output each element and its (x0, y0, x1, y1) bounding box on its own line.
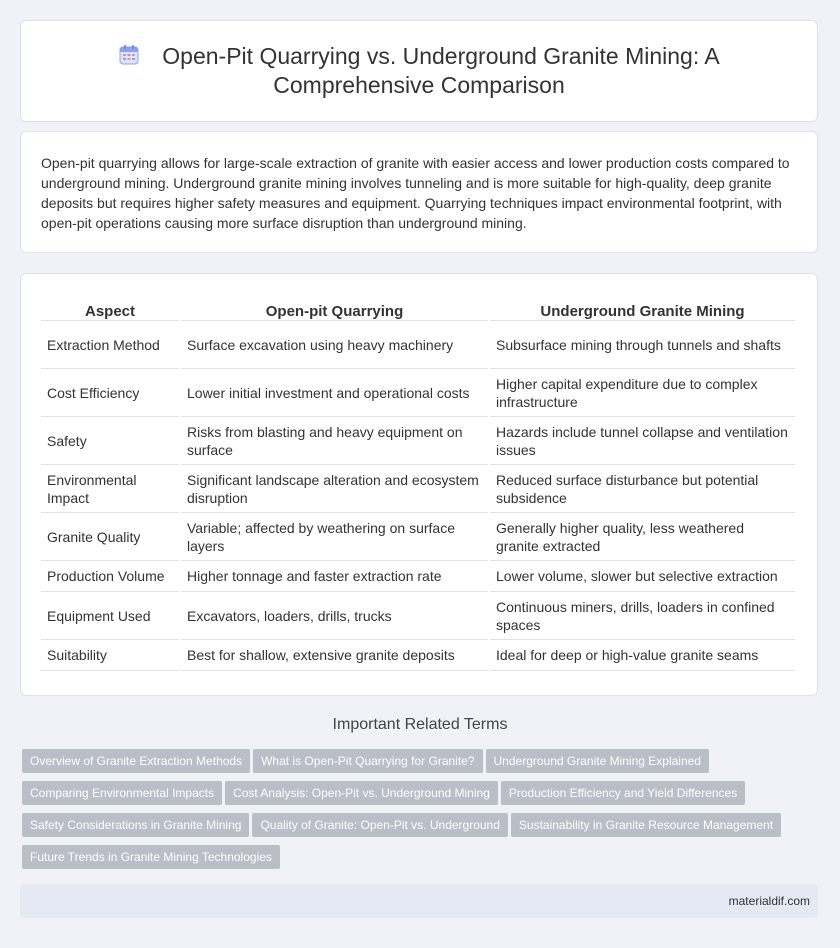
table-row (41, 417, 795, 465)
comparison-table (39, 294, 797, 671)
table-cell-underground: Hazards include tunnel collapse and ventilation issues (490, 417, 795, 465)
table-cell-open-pit: Higher tonnage and faster extraction rate (181, 561, 488, 592)
table-row (41, 321, 795, 369)
table-cell-underground: Continuous miners, drills, loaders in confined spaces (490, 592, 795, 640)
header-aspect: Aspect (41, 294, 179, 321)
table-cell-aspect: Suitability (41, 640, 179, 671)
related-term-tag[interactable]: Production Efficiency and Yield Differences (501, 781, 745, 805)
table-cell-underground: Ideal for deep or high-value granite seams (490, 640, 795, 671)
related-term-tag[interactable]: Quality of Granite: Open-Pit vs. Underground (252, 813, 507, 837)
table-cell-open-pit: Significant landscape alteration and ecosystem disruption (181, 465, 488, 513)
table-row (41, 592, 795, 640)
related-term-tag[interactable]: Safety Considerations in Granite Mining (22, 813, 249, 837)
table-header-row (41, 294, 795, 321)
table-row (41, 640, 795, 671)
table-cell-underground: Higher capital expenditure due to complex infrastructure (490, 369, 795, 417)
related-terms-list (22, 749, 822, 877)
related-term-tag[interactable]: Overview of Granite Extraction Methods (22, 749, 250, 773)
title-card (20, 20, 818, 122)
table-cell-open-pit: Best for shallow, extensive granite deposits (181, 640, 488, 671)
table-row (41, 561, 795, 592)
table-cell-open-pit: Lower initial investment and operational costs (181, 369, 488, 417)
calendar-grid-icon (118, 44, 140, 66)
related-term-tag[interactable]: Sustainability in Granite Resource Management (511, 813, 781, 837)
intro-paragraph: Open-pit quarrying allows for large-scale extraction of granite with easier access and lower production costs compared to underground mining. Underground granite mining involves tunneling and is more suitable for high-quality, deep granite deposits but requires higher safety measures and equipment. Quarrying techniques impact environmental footprint, with open-pit operations causing more surface disruption than underground mining. (41, 155, 790, 231)
table-cell-aspect: Granite Quality (41, 513, 179, 561)
table-cell-underground: Subsurface mining through tunnels and shafts (490, 321, 795, 369)
comparison-table-card (20, 273, 818, 696)
page-title-text: Open-Pit Quarrying vs. Underground Granite Mining: A Comprehensive Comparison (162, 43, 720, 98)
header-underground: Underground Granite Mining (490, 294, 795, 321)
footer-site-link[interactable]: materialdif.com (728, 894, 810, 908)
table-cell-open-pit: Variable; affected by weathering on surface layers (181, 513, 488, 561)
table-cell-underground: Generally higher quality, less weathered granite extracted (490, 513, 795, 561)
table-cell-open-pit: Excavators, loaders, drills, trucks (181, 592, 488, 640)
table-cell-aspect: Cost Efficiency (41, 369, 179, 417)
table-cell-open-pit: Surface excavation using heavy machinery (181, 321, 488, 369)
table-cell-underground: Lower volume, slower but selective extraction (490, 561, 795, 592)
table-cell-aspect: Production Volume (41, 561, 179, 592)
table-cell-underground: Reduced surface disturbance but potential subsidence (490, 465, 795, 513)
header-open-pit: Open-pit Quarrying (181, 294, 488, 321)
table-row (41, 369, 795, 417)
table-cell-aspect: Equipment Used (41, 592, 179, 640)
footer (20, 884, 818, 918)
table-row (41, 513, 795, 561)
table-cell-aspect: Extraction Method (41, 321, 179, 369)
related-term-tag[interactable]: Cost Analysis: Open-Pit vs. Underground Mining (225, 781, 498, 805)
table-cell-aspect: Environmental Impact (41, 465, 179, 513)
related-term-tag[interactable]: Underground Granite Mining Explained (486, 749, 709, 773)
table-row (41, 465, 795, 513)
related-terms-heading: Important Related Terms (332, 716, 508, 733)
table-cell-open-pit: Risks from blasting and heavy equipment on surface (181, 417, 488, 465)
page-title (118, 43, 719, 98)
intro-card (20, 131, 818, 253)
related-term-tag[interactable]: Comparing Environmental Impacts (22, 781, 222, 805)
related-term-tag[interactable]: What is Open-Pit Quarrying for Granite? (253, 749, 482, 773)
table-cell-aspect: Safety (41, 417, 179, 465)
related-term-tag[interactable]: Future Trends in Granite Mining Technologies (22, 845, 280, 869)
